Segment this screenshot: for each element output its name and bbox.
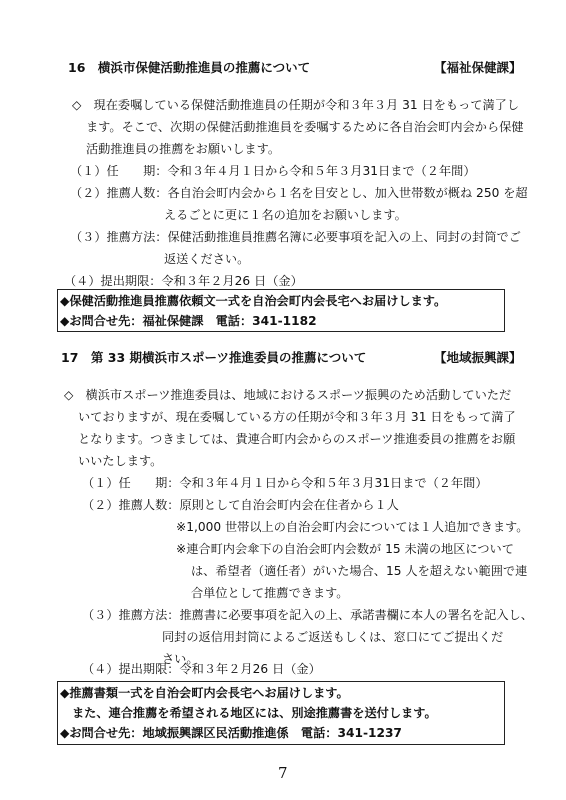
section-17-item-count-note: ※連合町内会傘下の自治会町内会数が 15 未満の地区について	[176, 542, 514, 556]
section-17-notice-line: ◆推薦書類一式を自治会町内会長宅へお届けします。	[60, 686, 349, 700]
section-17-department: 【地域振興課】	[434, 350, 522, 365]
section-17-notice-line: また、連合推薦を希望される地区には、別途推薦書を送付します。	[72, 706, 437, 720]
page-number: 7	[278, 764, 288, 782]
section-16-paragraph-line: ◇ 現在委嘱している保健活動推進員の任期が令和３年３月 31 日をもって満了し	[72, 98, 520, 112]
section-17-item-count-note-cont: は、希望者（適任者）がいた場合、15 人を超えない範囲で連	[191, 564, 528, 578]
section-17-paragraph-line: となります。つきましては、貴連合町内会からのスポーツ推進委員の推薦をお願	[78, 432, 516, 446]
section-17-heading: 17 第 33 期横浜市スポーツ推進委員の推薦について	[61, 350, 367, 365]
section-17-paragraph-line: いいたします。	[78, 454, 163, 468]
section-17-item-method-cont: 同封の返信用封筒によるご返送もしくは、窓口にてご提出くだ	[162, 630, 504, 644]
section-16-contact-line: ◆お問合せ先：福祉保健課 電話：341-1182	[60, 314, 317, 328]
section-17-contact-line: ◆お問合せ先：地域振興課区民活動推進係 電話：341-1237	[60, 726, 402, 740]
section-17-item-deadline: （４）提出期限：令和３年２月26 日（金）	[82, 662, 321, 676]
section-16-paragraph-line: 活動推進員の推薦をお願いします。	[86, 142, 281, 156]
section-16-notice-box	[57, 289, 505, 332]
section-16-heading: 16 横浜市保健活動推進員の推薦について	[68, 60, 311, 75]
section-16-item-term: （１）任 期：令和３年４月１日から令和５年３月31日まで（２年間）	[70, 164, 476, 178]
section-17-item-method: （３）推薦方法：推薦書に必要事項を記入の上、承諾書欄に本人の署名を記入し、	[82, 608, 533, 622]
section-17-item-count: （２）推薦人数：原則として自治会町内会在住者から１人	[82, 498, 399, 512]
section-16-notice-line: ◆保健活動推進員推薦依頼文一式を自治会町内会長宅へお届けします。	[60, 294, 447, 308]
section-17-notice-box	[57, 681, 505, 745]
section-17-item-count-note-cont: 合単位として推薦できます。	[191, 586, 349, 600]
section-17-item-method-cont: さい。	[162, 652, 199, 666]
section-16-item-method: （３）推薦方法：保健活動推進員推薦名簿に必要事項を記入の上、同封の封筒でご	[70, 230, 521, 244]
section-16-item-deadline: （４）提出期限：令和３年２月26 日（金）	[64, 274, 303, 288]
section-16-paragraph-line: ます。そこで、次期の保健活動推進員を委嘱するために各自治会町内会から保健	[86, 120, 524, 134]
section-17-item-count-note: ※1,000 世帯以上の自治会町内会については１人追加できます。	[176, 520, 529, 534]
section-17-paragraph-line: いておりますが、現在委嘱している方の任期が令和３年３月 31 日をもって満了	[78, 410, 516, 424]
section-16-item-count: （２）推薦人数：各自治会町内会から１名を目安とし、加入世帯数が概ね 250 を超	[70, 186, 528, 200]
section-16-item-method-cont: 返送ください。	[164, 252, 250, 266]
section-16-department: 【福祉保健課】	[434, 60, 522, 75]
section-16-item-count-cont: えるごとに更に１名の追加をお願いします。	[164, 208, 407, 222]
section-17-paragraph-line: ◇ 横浜市スポーツ推進委員は、地域におけるスポーツ振興のため活動していただ	[64, 388, 512, 402]
section-17-item-term: （１）任 期：令和３年４月１日から令和５年３月31日まで（２年間）	[82, 476, 488, 490]
